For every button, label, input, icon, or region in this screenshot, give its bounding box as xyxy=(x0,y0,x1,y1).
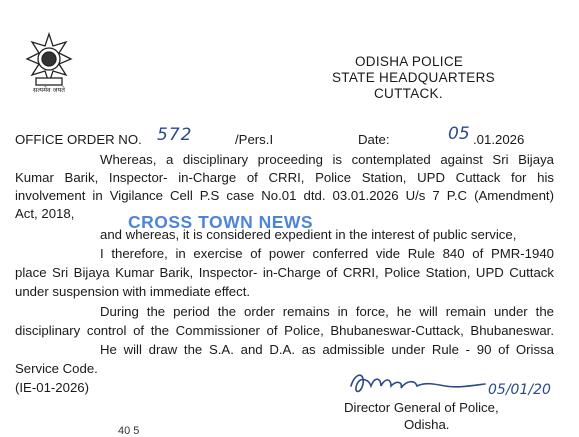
signatory-title-line1: Director General of Police, xyxy=(344,400,499,415)
emblem-star-icon xyxy=(27,34,71,85)
order-ref: /Pers.I xyxy=(235,132,274,147)
para2: and whereas, it is considered expedient in the interest of public service, xyxy=(100,227,517,242)
emblem-motto: सत्यमेव जयते xyxy=(33,86,65,94)
para3-line2: place Sri Bijaya Kumar Barik, Inspector- in-Charge of CRRI, Police Station, UPD Cuttack xyxy=(15,265,554,280)
bottom-partial-text: 40 5 xyxy=(118,425,140,437)
office-order-label: OFFICE ORDER NO. xyxy=(15,132,142,147)
para4-line2: disciplinary control of the Commissioner of Police, Bhubaneswar-Cuttack, Bhubaneswar. xyxy=(15,323,554,338)
reference-code: (IE-01-2026) xyxy=(15,380,90,395)
para5-line1: He will draw the S.A. and D.A. as admissible under Rule - 90 of Orissa xyxy=(100,342,554,357)
para1-line4: Act, 2018, xyxy=(15,206,75,221)
org-line-3: CUTTACK. xyxy=(374,86,443,101)
odisha-police-emblem xyxy=(24,32,74,94)
order-number-handwritten: 572 xyxy=(157,125,193,145)
date-label: Date: xyxy=(358,132,390,147)
watermark-text: CROSS TOWN NEWS xyxy=(128,212,314,232)
para1-line1: Whereas, a disciplinary proceeding is contemplated against Sri Bijaya xyxy=(100,152,554,167)
signatory-title-line2: Odisha. xyxy=(404,417,450,432)
para3-line3: under suspension with immediate effect. xyxy=(15,284,251,299)
para4-line1: During the period the order remains in force, he will remain under the xyxy=(100,304,554,319)
para1-line3: involvement in Vigilance Cell P.S case No.01 dtd. 03.01.2026 U/s 7 P.C (Amendment) xyxy=(15,188,554,203)
org-line-1: ODISHA POLICE xyxy=(355,54,464,69)
date-day-handwritten: 05 xyxy=(448,124,470,144)
para5-line2: Service Code. xyxy=(15,361,98,376)
para3-line1: I therefore, in exercise of power conferred vide Rule 840 of PMR-1940 xyxy=(100,246,554,261)
signature-date-handwritten: 05/01/20 xyxy=(488,382,551,398)
para1-line2: Kumar Barik, Inspector- in-Charge of CRRI, Police Station, UPD Cuttack for his xyxy=(15,170,554,185)
org-line-2: STATE HEADQUARTERS xyxy=(332,70,495,85)
date-rest: .01.2026 xyxy=(473,132,525,147)
